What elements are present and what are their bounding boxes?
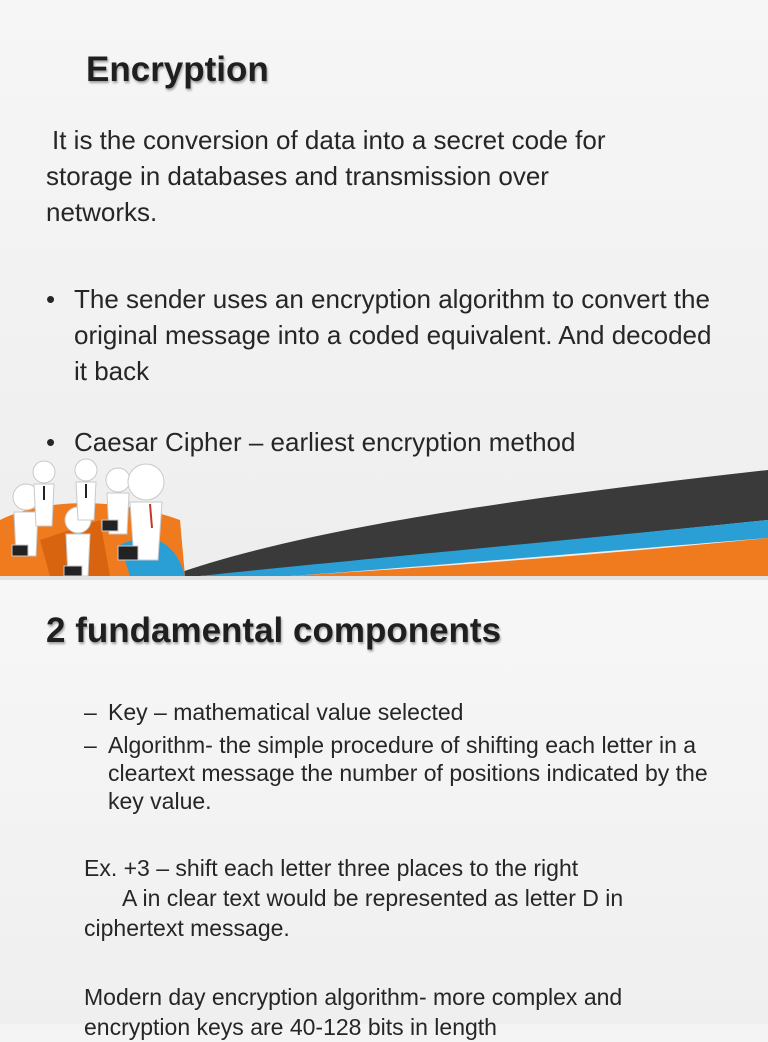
bullet-list: [46, 281, 726, 460]
intro-line: storage in databases and transmission over: [46, 161, 549, 191]
modern-line: encryption keys are 40-128 bits in length: [84, 1014, 497, 1040]
bullet-text: The sender uses an encryption algorithm to convert the original message into a coded equivalent. And decoded it back: [74, 284, 712, 386]
intro-line: networks.: [46, 197, 158, 227]
modern-paragraph: [84, 982, 734, 1042]
bullet-icon: •: [46, 427, 56, 457]
example-line: Ex. +3 – shift each letter three places to the right: [84, 855, 579, 881]
example-line: ciphertext message.: [84, 915, 290, 941]
intro-line: It is the conversion of data into a secret code for: [52, 125, 606, 155]
person-icon: [102, 468, 130, 534]
dash-icon: –: [84, 732, 97, 758]
slide-title: Encryption: [86, 50, 269, 89]
item-text: Key – mathematical value selected: [108, 699, 464, 725]
item-text: Algorithm- the simple procedure of shifting each letter in a cleartext message the number of positions indicated by the key value.: [108, 732, 708, 814]
person-icon: [75, 459, 97, 520]
bullet-icon: •: [46, 284, 56, 314]
list-item: [84, 731, 724, 815]
intro-paragraph: [46, 122, 736, 230]
bullet-text: Caesar Cipher – earliest encryption method: [74, 427, 576, 457]
dash-list: [84, 698, 724, 820]
list-item: [84, 698, 724, 726]
modern-line: Modern day encryption algorithm- more complex and: [84, 984, 623, 1010]
list-item: [46, 424, 726, 460]
example-paragraph: [84, 853, 724, 943]
person-icon: [33, 461, 55, 526]
dash-icon: –: [84, 699, 97, 725]
list-item: [46, 281, 726, 389]
slide-title: 2 fundamental components: [46, 611, 502, 650]
example-line: A in clear text would be represented as letter D in: [122, 885, 624, 911]
